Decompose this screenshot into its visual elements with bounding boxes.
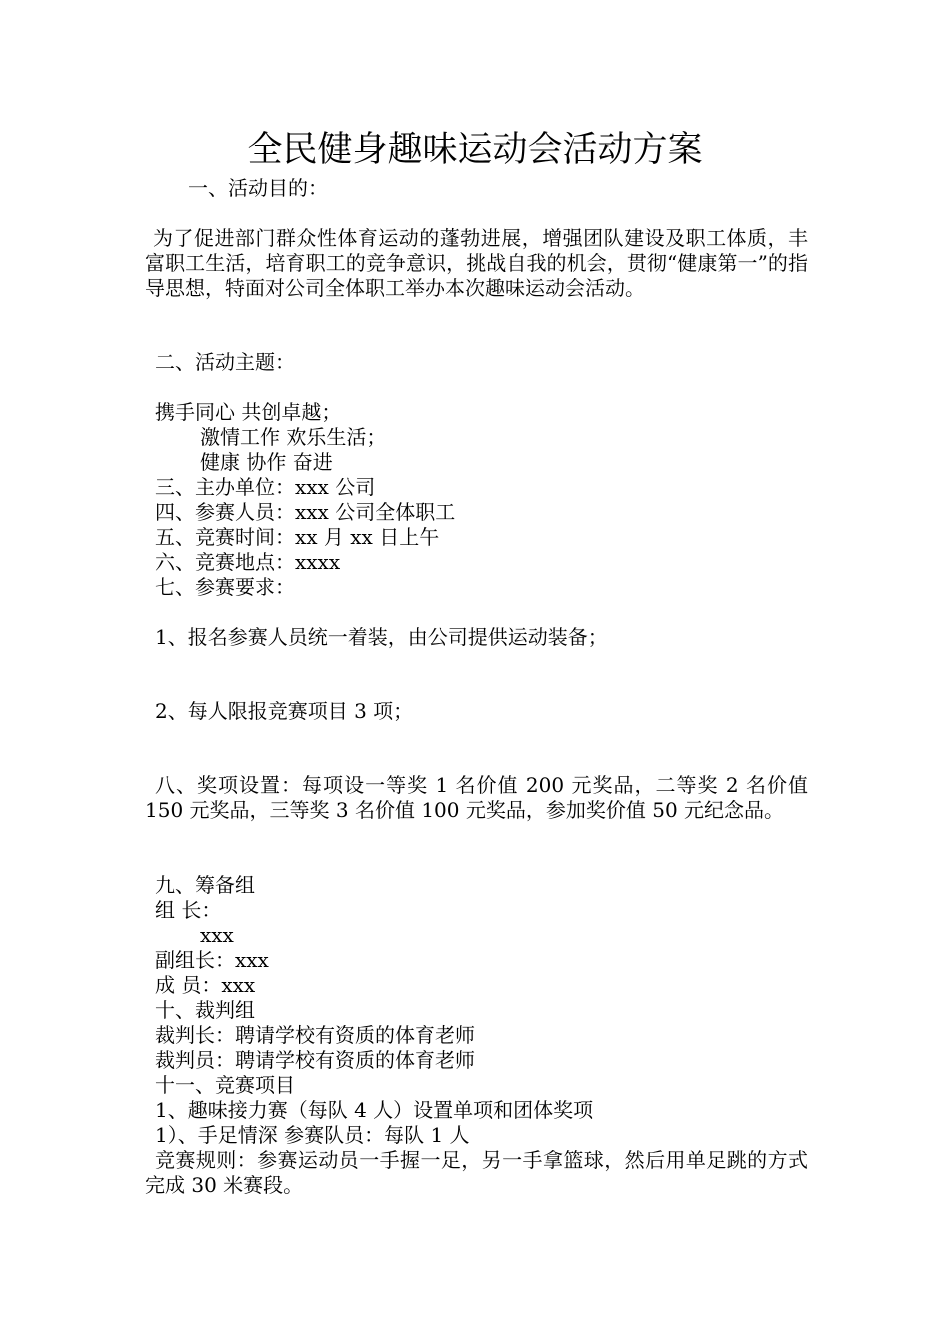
event-1-1: 1）、手足情深 参赛队员：每队 1 人 [155,1123,470,1147]
referee-chief: 裁判长：聘请学校有资质的体育老师 [155,1023,475,1047]
requirement-1: 1、报名参赛人员统一着装，由公司提供运动装备； [155,625,608,649]
time-line: 五、竞赛时间：xx 月 xx 日上午 [155,525,440,549]
prep-leader-label: 组 长： [155,898,222,922]
theme-heading: 二、活动主题： [155,350,295,374]
awards-paragraph: 八、奖项设置：每项设一等奖 1 名价值 200 元奖品，二等奖 2 名价值 150 元奖品，三等奖 3 名价值 100 元奖品，参加奖价值 50 元纪念品。 [145,773,808,822]
prep-heading: 九、筹备组 [155,873,255,897]
venue-line: 六、竞赛地点：xxxx [155,550,341,574]
theme-line-3: 健康 协作 奋进 [200,450,333,474]
organizer-line: 三、主办单位：xxx 公司 [155,475,376,499]
purpose-paragraph: 为了促进部门群众性体育运动的蓬勃进展，增强团队建设及职工体质，丰富职工生活，培育职工的竞争意识，挑战自我的机会，贯彻“健康第一”的指导思想，特面对公司全体职工举办本次趣味运动会活动。 [145,226,808,300]
requirement-2: 2、每人限报竞赛项目 3 项； [155,699,414,723]
prep-members: 成 员：xxx [155,973,256,997]
requirements-heading: 七、参赛要求： [155,575,295,599]
theme-line-1: 携手同心 共创卓越； [155,400,342,424]
theme-line-2: 激情工作 欢乐生活； [200,425,387,449]
purpose-heading: 一、活动目的： [188,176,328,200]
events-heading: 十一、竞赛项目 [155,1073,295,1097]
event-1: 1、趣味接力赛（每队 4 人）设置单项和团体奖项 [155,1098,594,1122]
prep-leader-name: xxx [200,923,234,947]
prep-deputy: 副组长：xxx [155,948,269,972]
referee-heading: 十、裁判组 [155,998,255,1022]
event-1-1-rules: 竞赛规则：参赛运动员一手握一足，另一手拿篮球，然后用单足跳的方式完成 30 米赛段。 [145,1148,808,1197]
participants-line: 四、参赛人员：xxx 公司全体职工 [155,500,456,524]
document-title: 全民健身趣味运动会活动方案 [247,130,703,170]
referee-staff: 裁判员：聘请学校有资质的体育老师 [155,1048,475,1072]
